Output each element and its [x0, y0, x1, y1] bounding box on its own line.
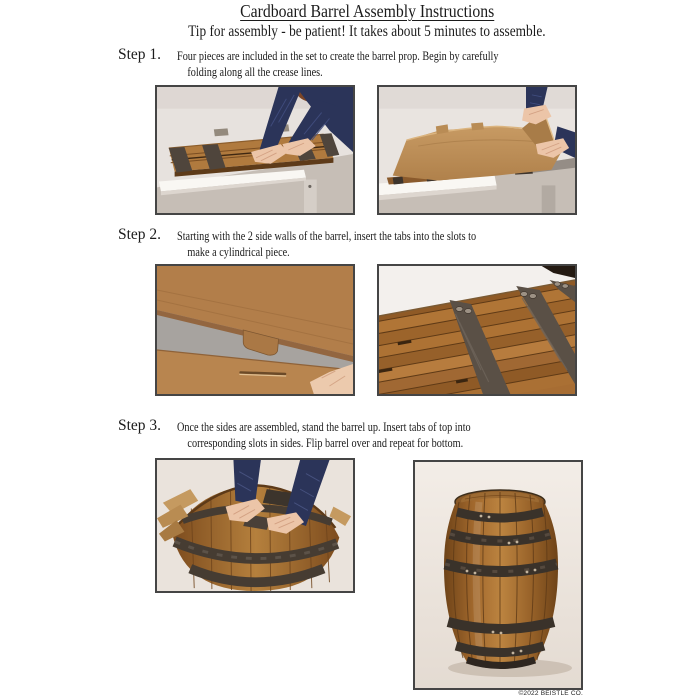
page-subtitle-text: Tip for assembly - be patient! It takes about 5 minutes to assemble. [188, 23, 546, 40]
step1-photo-left [155, 85, 355, 215]
step1-text-line2: folding along all the crease lines. [187, 65, 323, 79]
step1-photo-right-illustration [379, 87, 575, 213]
step3-photo-left [155, 458, 355, 593]
step3-text-line2: corresponding slots in sides. Flip barrel over and repeat for bottom. [187, 436, 464, 450]
step2-photo-left-illustration [157, 266, 353, 394]
step2-text [177, 228, 476, 260]
step2-text-line2: make a cylindrical piece. [187, 245, 290, 259]
copyright-notice: ©2022 BEISTLE CO. [518, 690, 583, 697]
step1-text [177, 48, 499, 80]
step1-photo-right [377, 85, 577, 215]
page-title-text: Cardboard Barrel Assembly Instructions [239, 1, 495, 21]
step2-photo-left [155, 264, 355, 396]
step1-text-line1: Four pieces are included in the set to create the barrel prop. Begin by carefully [177, 49, 499, 63]
page-title [34, 2, 700, 22]
step3-photo-right-illustration [415, 462, 581, 688]
step3-text-line1: Once the sides are assembled, stand the barrel up. Insert tabs of top into [177, 420, 471, 434]
step2-photo-right-illustration [379, 266, 575, 394]
step1-photo-left-illustration [157, 87, 353, 213]
step2-text-line1: Starting with the 2 side walls of the barrel, insert the tabs into the slots to [177, 229, 477, 243]
step3-photo-right [413, 460, 583, 690]
step1-label: Step 1. [118, 46, 162, 63]
step2-label: Step 2. [118, 226, 162, 243]
step3-text [177, 419, 471, 451]
step3-label: Step 3. [118, 417, 162, 434]
page-subtitle [34, 23, 700, 41]
step2-photo-right [377, 264, 577, 396]
step3-photo-left-illustration [157, 460, 353, 591]
